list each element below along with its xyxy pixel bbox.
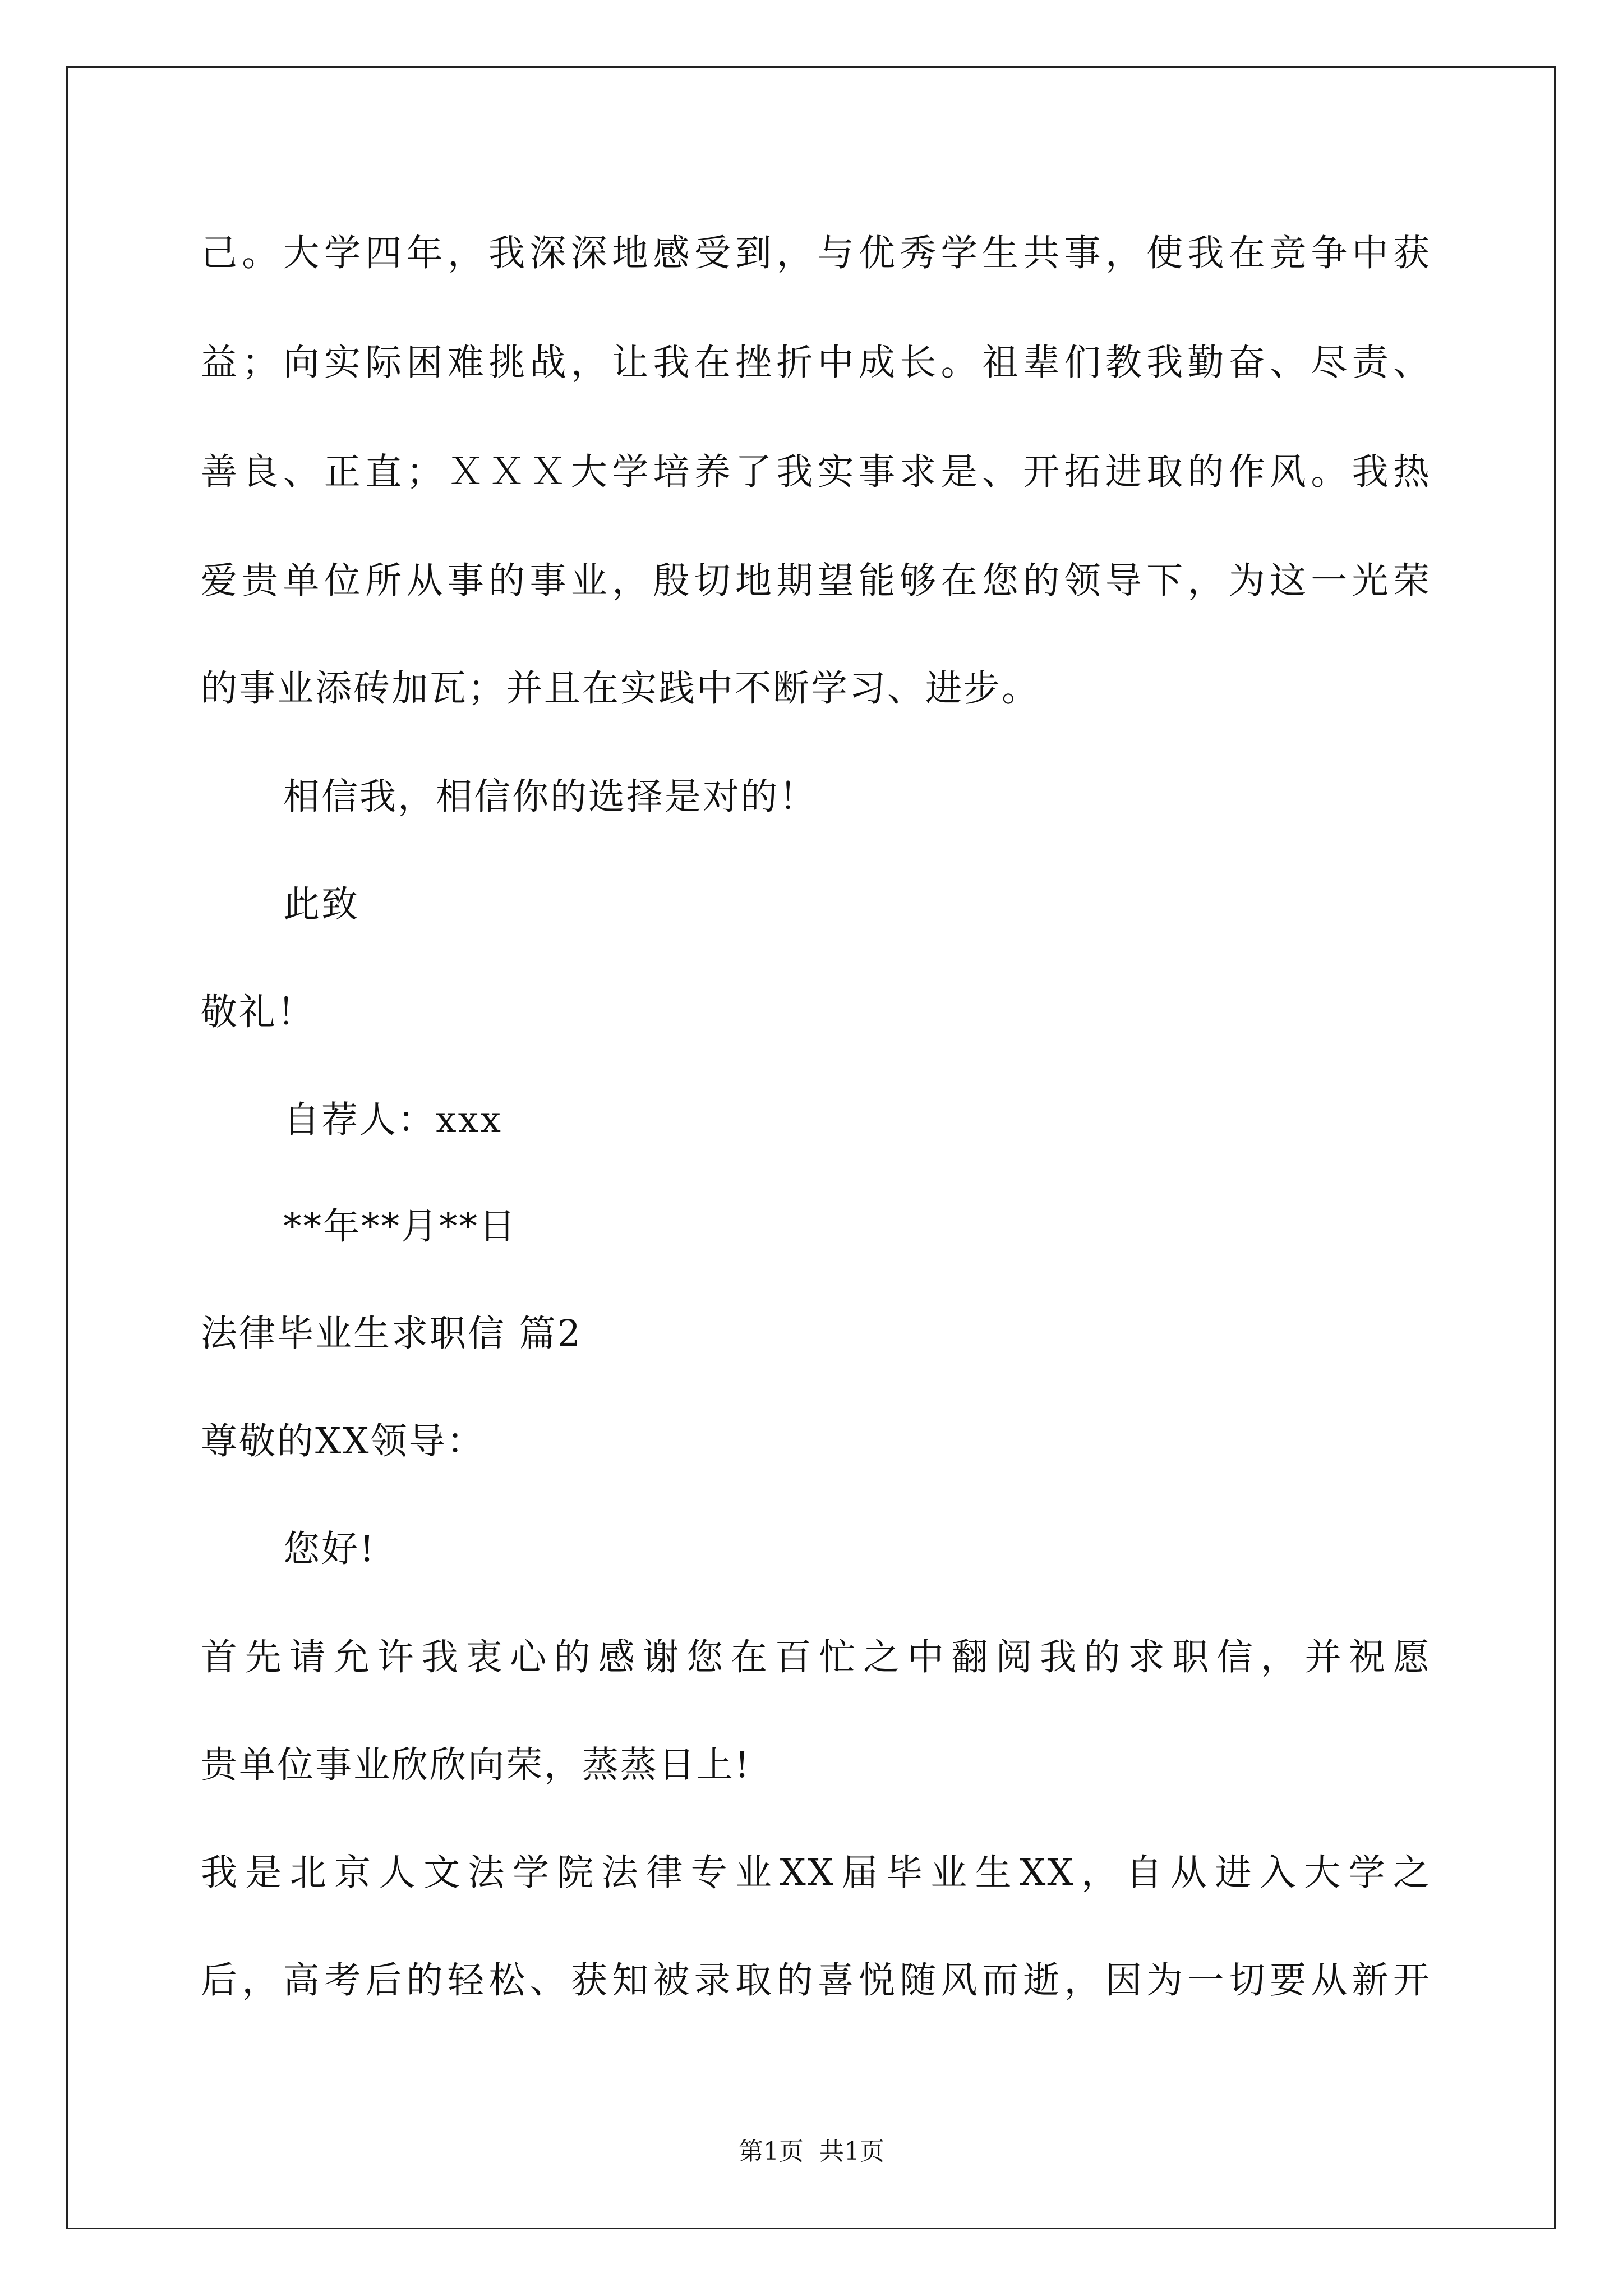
body-line: 益；向实际困难挑战，让我在挫折中成长。祖辈们教我勤奋、尽责、 — [201, 342, 1431, 384]
page-footer — [0, 2136, 1623, 2168]
body-line: 爱贵单位所从事的事业，殷切地期望能够在您的领导下，为这一光荣 — [201, 560, 1431, 602]
body-line: 的事业添砖加瓦；并且在实践中不断学习、进步。 — [201, 668, 1040, 710]
closing-salutation: 此致 — [283, 884, 360, 926]
closing-respect: 敬礼！ — [201, 991, 316, 1033]
body-line: 己。大学四年，我深深地感受到，与优秀学生共事，使我在竞争中获 — [201, 232, 1431, 274]
date-line: **年**月**日 — [283, 1205, 518, 1248]
page-total: 共1页 — [819, 2137, 884, 2166]
body-line: 贵单位事业欣欣向荣，蒸蒸日上! — [201, 1744, 751, 1786]
page-border — [66, 66, 1556, 2229]
letter-greeting: 尊敬的XX领导： — [201, 1420, 485, 1462]
signature-line: 自荐人：xxx — [283, 1099, 502, 1141]
body-line: 首先请允许我衷心的感谢您在百忙之中翻阅我的求职信，并祝愿 — [201, 1636, 1431, 1678]
body-line: 后，高考后的轻松、获知被录取的喜悦随风而逝，因为一切要从新开 — [201, 1959, 1431, 2001]
body-line: 我是北京人文法学院法律专业XX届毕业生XX，自从进入大学之 — [201, 1852, 1431, 1894]
section-heading: 法律毕业生求职信 篇2 — [201, 1313, 583, 1355]
body-line: 您好! — [283, 1528, 376, 1570]
page-number: 第1页 — [739, 2137, 804, 2166]
body-line: 相信我，相信你的选择是对的！ — [283, 776, 818, 818]
body-line: 善良、正直；ＸＸＸ大学培养了我实事求是、开拓进取的作风。我热 — [201, 451, 1431, 493]
